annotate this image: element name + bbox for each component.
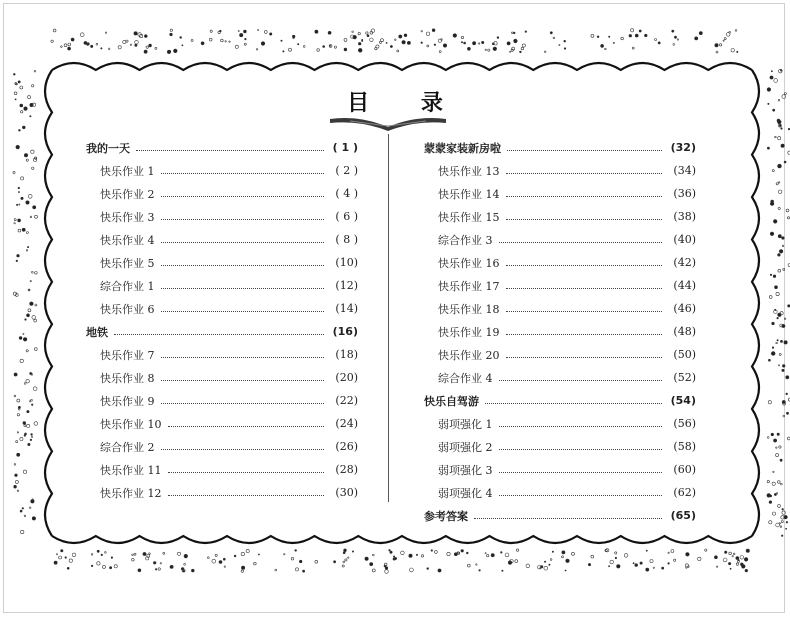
toc-item-row — [424, 366, 696, 389]
toc-entry-label: 快乐作业 5 — [100, 256, 155, 270]
toc-entry-label: 快乐作业 17 — [438, 279, 500, 293]
toc-item-row — [86, 159, 358, 182]
dot-leader — [161, 288, 325, 289]
toc-page-number: (50) — [673, 348, 696, 361]
toc-page-number: (28) — [335, 463, 358, 476]
toc-item-row — [424, 228, 696, 251]
page-title: 目 录 — [347, 91, 465, 116]
toc-page-number: (12) — [335, 279, 358, 292]
toc-item-row — [86, 274, 358, 297]
dot-leader — [161, 242, 325, 243]
toc-entry-label: 综合作业 1 — [100, 279, 155, 293]
toc-page-number: ( 1 ) — [332, 141, 358, 154]
toc-item-row — [86, 458, 358, 481]
toc-section-row — [424, 504, 696, 527]
toc-page-number: (38) — [673, 210, 696, 223]
toc-page-number: (42) — [673, 256, 696, 269]
dot-leader — [506, 219, 663, 220]
dot-leader — [499, 426, 663, 427]
dot-leader — [161, 357, 325, 358]
toc-section-row — [424, 389, 696, 412]
toc-page-number: (52) — [673, 371, 696, 384]
toc-entry-label: 快乐作业 9 — [100, 394, 155, 408]
toc-entry-label: 快乐作业 19 — [438, 325, 500, 339]
dot-leader — [506, 196, 663, 197]
toc-page-number: ( 4 ) — [335, 187, 358, 200]
dot-leader — [161, 311, 325, 312]
toc-page-number: ( 6 ) — [335, 210, 358, 223]
dot-leader — [168, 426, 325, 427]
toc-item-row — [86, 435, 358, 458]
toc-entry-label: 快乐作业 11 — [100, 463, 162, 477]
toc-entry-label: 快乐作业 4 — [100, 233, 155, 247]
dot-leader — [506, 311, 663, 312]
toc-page-number: (18) — [335, 348, 358, 361]
toc-item-row — [424, 274, 696, 297]
toc-page-number: ( 2 ) — [335, 164, 358, 177]
dot-leader — [161, 449, 325, 450]
toc-entry-label: 综合作业 4 — [438, 371, 493, 385]
dot-leader — [499, 449, 663, 450]
dot-leader — [161, 173, 325, 174]
toc-page-number: (20) — [335, 371, 358, 384]
toc-item-row — [86, 205, 358, 228]
toc-entry-label: 快乐作业 7 — [100, 348, 155, 362]
toc-page-number: (65) — [670, 509, 696, 522]
toc-entry-label: 快乐作业 15 — [438, 210, 500, 224]
toc-entry-label: 弱项强化 3 — [438, 463, 493, 477]
dot-leader — [506, 357, 663, 358]
toc-entry-label: 快乐作业 12 — [100, 486, 162, 500]
toc-entry-label: 综合作业 3 — [438, 233, 493, 247]
toc-page-number: (60) — [673, 463, 696, 476]
toc-entry-label: 快乐作业 16 — [438, 256, 500, 270]
toc-page-number: ( 8 ) — [335, 233, 358, 246]
dot-leader — [506, 173, 663, 174]
toc-left-column — [86, 136, 358, 504]
toc-entry-label: 快乐作业 18 — [438, 302, 500, 316]
toc-page-number: (58) — [673, 440, 696, 453]
dot-leader — [499, 242, 663, 243]
toc-item-row — [86, 389, 358, 412]
toc-page-number: (16) — [332, 325, 358, 338]
toc-entry-label: 快乐作业 8 — [100, 371, 155, 385]
toc-page-number: (54) — [670, 394, 696, 407]
dot-leader — [114, 334, 324, 335]
toc-item-row — [424, 251, 696, 274]
toc-page-number: (46) — [673, 302, 696, 315]
dot-leader — [161, 265, 325, 266]
toc-page-number: (34) — [673, 164, 696, 177]
dot-leader — [506, 288, 663, 289]
toc-entry-label: 快乐作业 3 — [100, 210, 155, 224]
toc-page-number: (10) — [335, 256, 358, 269]
dot-leader — [485, 403, 662, 404]
toc-page-number: (56) — [673, 417, 696, 430]
toc-item-row — [424, 182, 696, 205]
toc-entry-label: 蒙蒙家装新房啦 — [424, 141, 501, 155]
toc-entry-label: 快乐作业 14 — [438, 187, 500, 201]
toc-entry-label: 快乐作业 10 — [100, 417, 162, 431]
toc-entry-label: 地铁 — [86, 325, 108, 339]
dot-leader — [168, 472, 325, 473]
dot-leader — [161, 196, 325, 197]
toc-item-row — [424, 297, 696, 320]
dot-leader — [136, 150, 324, 151]
toc-entry-label: 参考答案 — [424, 509, 468, 523]
toc-item-row — [424, 481, 696, 504]
toc-entry-label: 快乐作业 20 — [438, 348, 500, 362]
toc-entry-label: 快乐作业 13 — [438, 164, 500, 178]
toc-item-row — [424, 320, 696, 343]
toc-page-number: (22) — [335, 394, 358, 407]
dot-leader — [506, 265, 663, 266]
dot-leader — [161, 403, 325, 404]
toc-page-number: (30) — [335, 486, 358, 499]
toc-page-number: (62) — [673, 486, 696, 499]
toc-page-number: (40) — [673, 233, 696, 246]
toc-page-number: (24) — [335, 417, 358, 430]
toc-item-row — [86, 297, 358, 320]
toc-section-row — [86, 136, 358, 159]
dot-leader — [161, 219, 325, 220]
toc-item-row — [86, 228, 358, 251]
toc-item-row — [86, 251, 358, 274]
toc-entry-label: 弱项强化 4 — [438, 486, 493, 500]
toc-entry-label: 快乐作业 1 — [100, 164, 155, 178]
toc-item-row — [86, 366, 358, 389]
dot-leader — [499, 380, 663, 381]
toc-item-row — [86, 182, 358, 205]
toc-item-row — [424, 159, 696, 182]
toc-entry-label: 弱项强化 2 — [438, 440, 493, 454]
dot-leader — [506, 334, 663, 335]
toc-item-row — [424, 343, 696, 366]
toc-section-row — [424, 136, 696, 159]
toc-entry-label: 快乐作业 2 — [100, 187, 155, 201]
toc-right-column — [424, 136, 696, 527]
toc-page-number: (32) — [670, 141, 696, 154]
column-divider — [388, 134, 389, 502]
toc-item-row — [86, 343, 358, 366]
dot-leader — [499, 472, 663, 473]
toc-entry-label: 快乐作业 6 — [100, 302, 155, 316]
toc-page-number: (26) — [335, 440, 358, 453]
dot-leader — [474, 518, 662, 519]
toc-item-row — [424, 435, 696, 458]
toc-page-number: (36) — [673, 187, 696, 200]
toc-entry-label: 弱项强化 1 — [438, 417, 493, 431]
toc-section-row — [86, 320, 358, 343]
toc-entry-label: 我的一天 — [86, 141, 130, 155]
toc-page-number: (48) — [673, 325, 696, 338]
dot-leader — [507, 150, 662, 151]
toc-item-row — [424, 412, 696, 435]
toc-entry-label: 综合作业 2 — [100, 440, 155, 454]
dot-leader — [168, 495, 325, 496]
toc-entry-label: 快乐自驾游 — [424, 394, 479, 408]
toc-page-number: (14) — [335, 302, 358, 315]
toc-item-row — [86, 481, 358, 504]
toc-item-row — [424, 205, 696, 228]
toc-item-row — [424, 458, 696, 481]
dot-leader — [161, 380, 325, 381]
toc-page-number: (44) — [673, 279, 696, 292]
toc-item-row — [86, 412, 358, 435]
dot-leader — [499, 495, 663, 496]
